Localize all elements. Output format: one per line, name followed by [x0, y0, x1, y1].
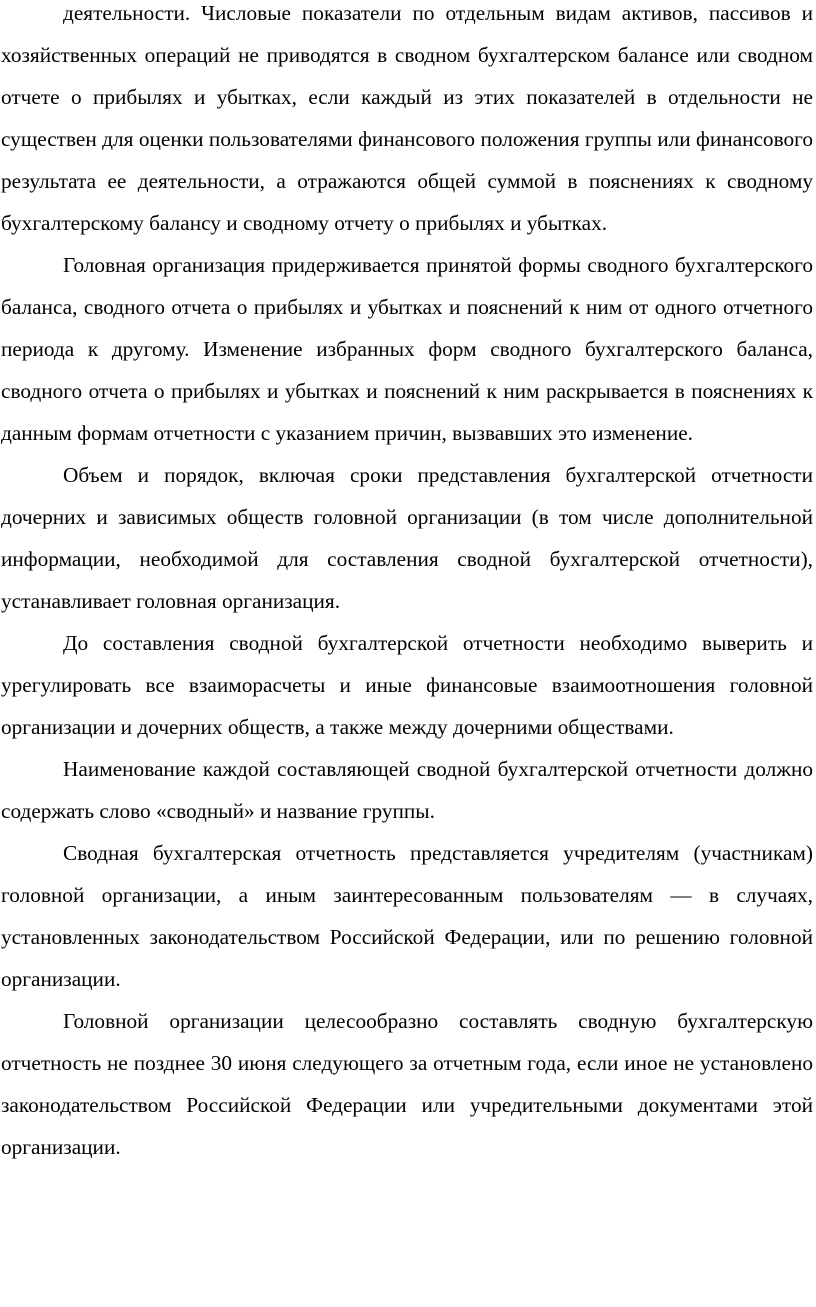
paragraph-7: Головной организации целесообразно составлять сводную бухгалтерскую отчетность не позднее 30 июня следующего за отчетным года, если иное не установлено законодательством Российской Федерации или учредительными документами этой организации. — [1, 1009, 813, 1159]
document-body — [1, 0, 813, 1168]
paragraph-3: Объем и порядок, включая сроки представления бухгалтерской отчетности дочерних и зависимых обществ головной организации (в том числе дополнительной информации, необходимой для составления сводной бухгалтерской отчетности), устанавливает головная организация. — [1, 463, 813, 613]
paragraph-2: Головная организация придерживается принятой формы сводного бухгалтерского баланса, сводного отчета о прибылях и убытках и пояснений к ним от одного отчетного периода к другому. Изменение избранных форм сводного бухгалтерского баланса, сводного отчета о прибылях и убытках и пояснений к ним раскрывается в пояснениях к данным формам отчетности с указанием причин, вызвавших это изменение. — [1, 253, 813, 445]
paragraph-6: Сводная бухгалтерская отчетность представляется учредителям (участникам) головной организации, а иным заинтересованным пользователям — в случаях, установленных законодательством Российской Федерации, или по решению головной организации. — [1, 841, 813, 991]
paragraph-4: До составления сводной бухгалтерской отчетности необходимо выверить и урегулировать все взаиморасчеты и иные финансовые взаимоотношения головной организации и дочерних обществ, а также между дочерними обществами. — [1, 631, 813, 739]
paragraph-1: деятельности. Числовые показатели по отдельным видам активов, пассивов и хозяйственных операций не приводятся в сводном бухгалтерском балансе или сводном отчете о прибылях и убытках, если каждый из этих показателей в отдельности не существен для оценки пользователями финансового положения группы или финансового результата ее деятельности, а отражаются общей суммой в пояснениях к сводному бухгалтерскому балансу и сводному отчету о прибылях и убытках. — [1, 1, 813, 235]
paragraph-5: Наименование каждой составляющей сводной бухгалтерской отчетности должно содержать слово «сводный» и название группы. — [1, 757, 813, 823]
